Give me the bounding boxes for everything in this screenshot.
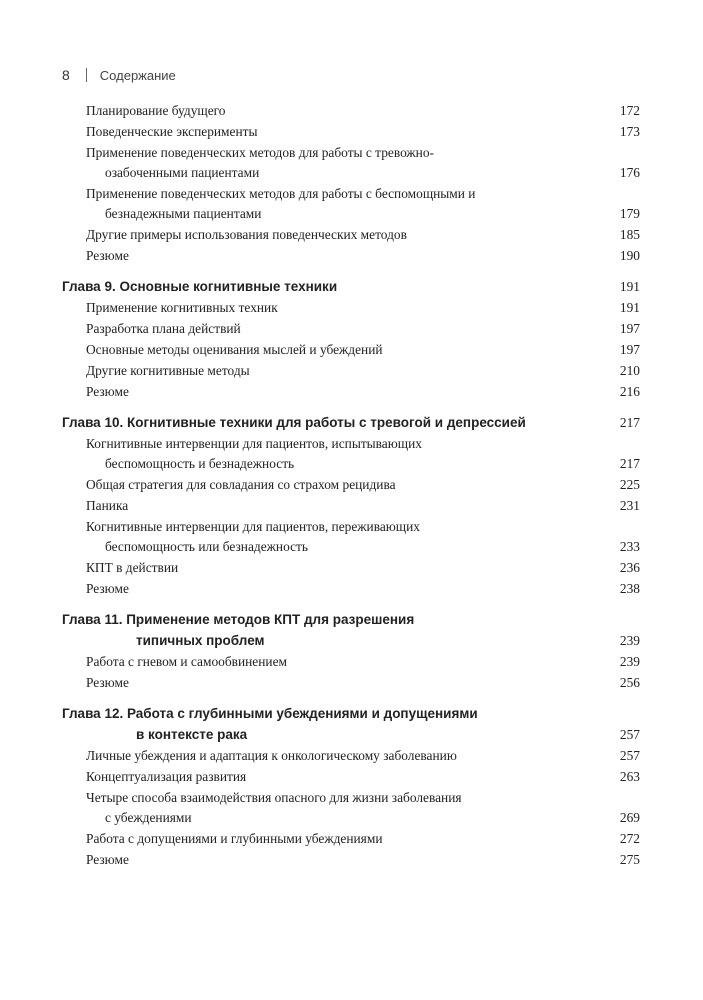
toc-page-number: 239	[619, 654, 640, 669]
toc-entry[interactable]: Другие когнитивные методы 210	[62, 360, 640, 381]
table-of-contents	[62, 100, 640, 870]
toc-entry[interactable]: Применение когнитивных техник 191	[62, 297, 640, 318]
toc-page-number: 272	[619, 831, 640, 846]
toc-entry[interactable]: Личные убеждения и адаптация к онкологическому заболеванию 257	[62, 745, 640, 766]
toc-page-number: 263	[619, 769, 640, 784]
toc-entry[interactable]: Работа с допущениями и глубинными убеждениями 272	[62, 828, 640, 849]
running-header	[62, 67, 176, 83]
toc-page-number: 185	[619, 227, 640, 242]
chapter-heading-12[interactable]: Глава 12. Работа с глубинными убеждениями и допущениями в контексте рака 257	[62, 703, 640, 745]
toc-page-number: 275	[619, 852, 640, 867]
page-number: 8	[62, 67, 70, 83]
toc-entry[interactable]: Резюме 190	[62, 245, 640, 266]
toc-page-number: 173	[619, 124, 640, 139]
toc-entry[interactable]: Четыре способа взаимодействия опасного для жизни заболевания с убеждениями 269	[62, 787, 640, 828]
toc-entry[interactable]: Резюме 275	[62, 849, 640, 870]
toc-page-number: 197	[619, 342, 640, 357]
toc-entry[interactable]: Планирование будущего 172	[62, 100, 640, 121]
toc-entry[interactable]: Резюме 238	[62, 578, 640, 599]
toc-entry[interactable]: Разработка плана действий 197	[62, 318, 640, 339]
toc-entry[interactable]: Применение поведенческих методов для работы с тревожно- озабоченными пациентами 176	[62, 142, 640, 183]
toc-page-number: 191	[619, 300, 640, 315]
chapter-heading-9[interactable]: Глава 9. Основные когнитивные техники 191	[62, 276, 640, 297]
toc-page-number: 256	[619, 675, 640, 690]
toc-entry[interactable]: Когнитивные интервенции для пациентов, испытывающих беспомощность и безнадежность 217	[62, 433, 640, 474]
chapter-heading-11[interactable]: Глава 11. Применение методов КПТ для разрешения типичных проблем 239	[62, 609, 640, 651]
toc-entry[interactable]: Общая стратегия для совладания со страхом рецидива 225	[62, 474, 640, 495]
section-title: Содержание	[99, 67, 176, 83]
toc-entry[interactable]: Применение поведенческих методов для работы с беспомощными и безнадежными пациентами 179	[62, 183, 640, 224]
toc-page-number: 172	[619, 103, 640, 118]
toc-entry[interactable]: Резюме 216	[62, 381, 640, 402]
toc-page-number: 176	[619, 165, 640, 180]
toc-entry[interactable]: КПТ в действии 236	[62, 557, 640, 578]
chapter-page-number: 239	[619, 633, 640, 648]
toc-entry[interactable]: Основные методы оценивания мыслей и убеждений 197	[62, 339, 640, 360]
toc-entry[interactable]: Работа с гневом и самообвинением 239	[62, 651, 640, 672]
toc-page-number: 238	[619, 581, 640, 596]
toc-page-number: 217	[619, 456, 640, 471]
toc-page-number: 197	[619, 321, 640, 336]
toc-page-number: 210	[619, 363, 640, 378]
toc-entry[interactable]: Резюме 256	[62, 672, 640, 693]
chapter-heading-10[interactable]: Глава 10. Когнитивные техники для работы с тревогой и депрессией 217	[62, 412, 640, 433]
toc-page-number: 216	[619, 384, 640, 399]
toc-page-number: 190	[619, 248, 640, 263]
toc-entry[interactable]: Поведенческие эксперименты 173	[62, 121, 640, 142]
toc-page-number: 225	[619, 477, 640, 492]
toc-page-number: 233	[619, 539, 640, 554]
chapter-page-number: 191	[619, 279, 640, 294]
toc-continued-entries	[62, 100, 640, 266]
toc-page-number: 231	[619, 498, 640, 513]
toc-entry[interactable]: Когнитивные интервенции для пациентов, переживающих беспомощность или безнадежность 233	[62, 516, 640, 557]
toc-page-number: 257	[619, 748, 640, 763]
toc-page-number: 179	[619, 206, 640, 221]
chapter-page-number: 257	[619, 727, 640, 742]
toc-entry[interactable]: Концептуализация развития 263	[62, 766, 640, 787]
toc-entry[interactable]: Паника 231	[62, 495, 640, 516]
toc-entry[interactable]: Другие примеры использования поведенческих методов 185	[62, 224, 640, 245]
toc-page-number: 269	[619, 810, 640, 825]
chapter-page-number: 217	[619, 415, 640, 430]
header-divider	[86, 68, 87, 82]
toc-page-number: 236	[619, 560, 640, 575]
